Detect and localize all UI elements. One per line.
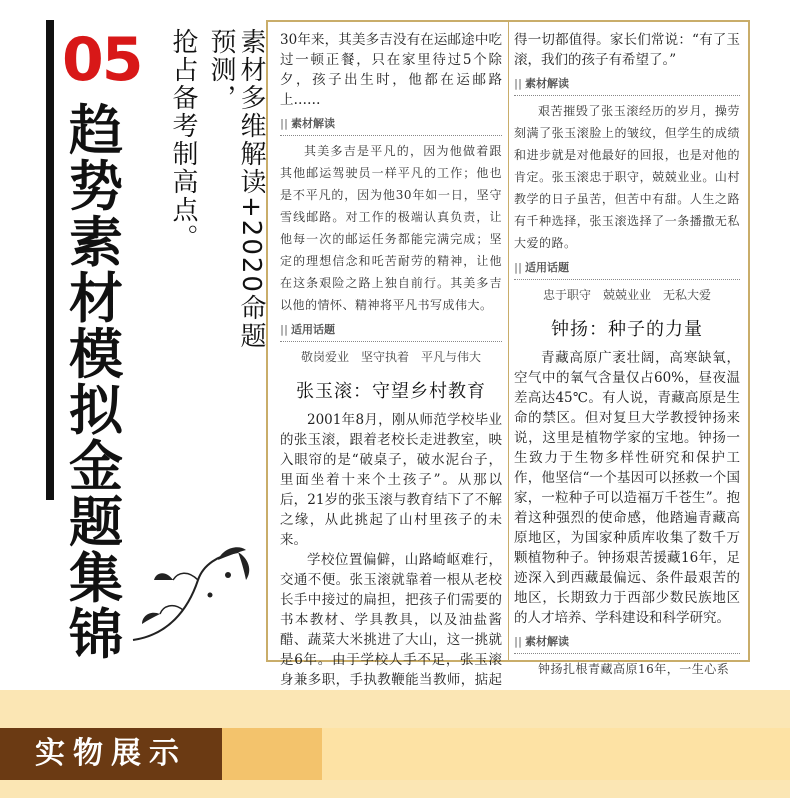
subtitle-column-2: 素材多维解读+2020命题预测，: [206, 28, 266, 350]
subtitle-column-1: 抢占备考制高点。: [168, 28, 198, 252]
intro-paragraph: 30年来，其美多吉没有在运邮途中吃过一顿正餐，只在家里待过5个除夕，孩子出生时，他都在运邮路上……: [280, 32, 502, 108]
cover-left-panel: [0, 0, 268, 665]
left-column: [280, 30, 502, 750]
page-title: 趋势素材 模拟金题集锦: [69, 98, 123, 666]
body-paragraph-2: 学校位置偏僻，山路崎岖难行，交通不便。张玉滚就靠着一根从老校长手中接过的扁担，把孩子们需要的书本教材、学具教具，以及油盐酱醋、蔬菜大米挑进了大山，这一挑就是6年。由于学校人手不足，张玉滚身兼多职，手执教鞭能当教师，掂起: [280, 552, 502, 688]
analysis-tag-2: || 素材解读: [514, 632, 740, 654]
column-divider: [508, 22, 509, 660]
banner-label: 实物展示: [35, 736, 187, 771]
analysis-text: 艰苦摧毁了张玉滚经历的岁月，操劳刻满了张玉滚脸上的皱纹，但学生的成绩和进步就是对他最好的回报，也是对他的肯定。张玉滚忠于职守，兢兢业业。山村教学的日子虽苦，但苦中有甜。人生之路有千种选择，张玉滚选择了一条播撒无私大爱的路。: [514, 104, 740, 250]
topics-text: 忠于职守 兢兢业业 无私大爱: [542, 288, 711, 302]
analysis-tag: || 素材解读: [514, 74, 740, 96]
body-paragraph-1: 2001年8月，刚从师范学校毕业的张玉滚，跟着老校长走进教室，映入眼帘的是“破桌子，破水泥台子，里面坐着十来个土孩子”。从那以后，21岁的张玉滚与教育结下了不解之缘，从此挑起了山村里孩子的未来。: [280, 412, 502, 548]
analysis-text: 其美多吉是平凡的，因为他做着跟其他邮运驾驶员一样平凡的工作；他也是不平凡的，因为他30年如一日，坚守雪线邮路。对工作的极端认真负责，让他每一次的邮运任务都能完满完成；坚定的理想信念和吒苦耐劳的精神，让他在这条艰险之路上独自前行。其美多吉以他的情怀、精神将平凡书写成伟大。: [280, 144, 502, 312]
right-column: [514, 30, 740, 680]
section-number: 05: [62, 25, 142, 95]
article-heading: 张玉滚：守望乡村教育: [296, 381, 486, 402]
floral-ornament-icon: [128, 540, 268, 650]
banner-light-block: [322, 728, 790, 780]
body-paragraph-1: 青藏高原广袤壮阔，高寒缺氧，空气中的氧气含量仅占60%，昼夜温差高达45℃。有人说，青藏高原是生命的禁区。但对复旦大学教授钟扬来说，这里是植物学家的宝地。钟扬一生致力于生物多样性研究和保护工作，他坚信“一个基因可以拯救一个国家，一粒种子可以造福万千苍生”。抱着这种强烈的使命感，他踏遍青藏高原地区，为国家种质库收集了数千万颗植物种子。钟扬艰苦援藏16年，足迹深入到西藏最偏远、条件最艰苦的地区，长期致力于西部少数民族地区的人才培养、学科建设和科学研究。: [514, 350, 740, 626]
topics-tag: || 适用话题: [514, 258, 740, 280]
topics-text: 敬岗爱业 坚守执着 平凡与伟大: [300, 350, 481, 364]
intro-paragraph: 得一切都值得。家长们常说：“有了玉滚，我们的孩子有希望了。”: [514, 32, 740, 68]
topics-tag: || 适用话题: [280, 320, 502, 342]
decorative-vertical-bar: [46, 20, 54, 500]
article-heading: 钟扬：种子的力量: [551, 319, 703, 340]
banner-mid-block: [222, 728, 322, 780]
analysis-tag: || 素材解读: [280, 114, 502, 136]
analysis-text-2: 钟扬扎根青藏高原16年，一生心系: [538, 662, 730, 676]
article-paper: [266, 20, 750, 688]
